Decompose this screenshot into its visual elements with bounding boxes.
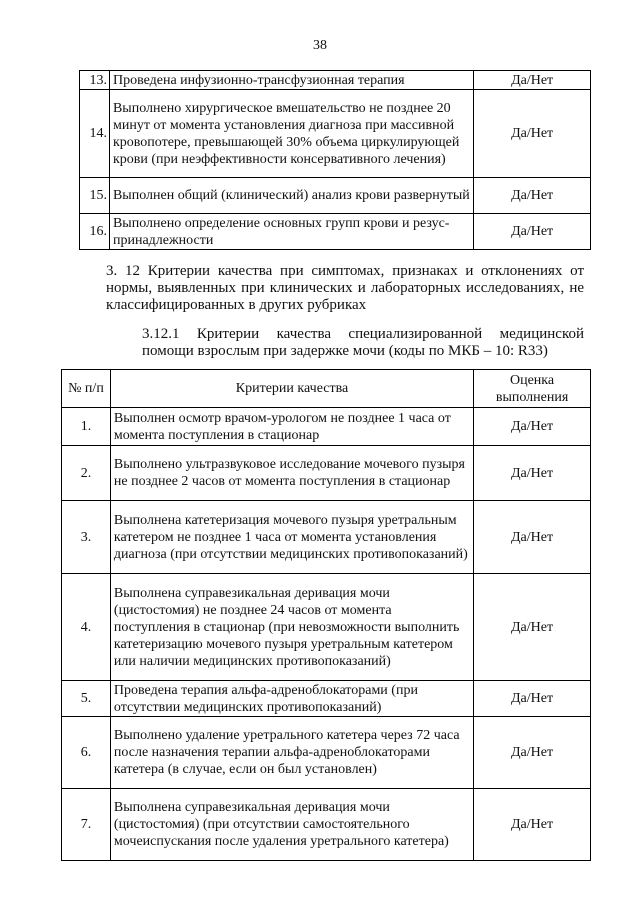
row-number: 2.	[62, 446, 111, 501]
criterion-text: Проведена терапия альфа-адреноблокаторами (при отсутствии медицинских противопоказаний)	[110, 681, 473, 717]
header-criteria: Критерии качества	[110, 370, 473, 408]
criterion-text: Выполнено хирургическое вмешательство не позднее 20 минут от момента установления диагноза при массивной кровопотере, превышающей 30% объема циркулирующей крови (при неэффективности консервативного лечения)	[109, 90, 473, 178]
criterion-text: Выполнен общий (клинический) анализ крови развернутый	[109, 178, 473, 214]
section-title: Критерии качества при симптомах, признаках и отклонениях от нормы, выявленных при клинических и лабораторных исследованиях, не классифицированных в других рубриках	[106, 263, 585, 313]
row-number: 13.	[80, 71, 110, 90]
criterion-text: Выполнено определение основных групп крови и резус-принадлежности	[109, 214, 473, 250]
result-value: Да/Нет	[474, 574, 591, 681]
table-row	[62, 681, 591, 717]
header-result: Оценка выполнения	[474, 370, 591, 408]
criteria-table-continued	[79, 70, 591, 250]
table-row	[62, 789, 591, 861]
result-value: Да/Нет	[474, 717, 591, 789]
row-number: 5.	[62, 681, 111, 717]
criterion-text: Выполнена суправезикальная деривация мочи (цистостомия) не позднее 24 часов от момента поступления в стационар (при невозможности выполнить катетеризацию мочевого пузыря уретральным катетером или наличии медицинских противопоказаний)	[110, 574, 473, 681]
section-number: 3. 12	[106, 263, 141, 279]
subsection-number: 3.12.1	[142, 326, 180, 342]
row-number: 1.	[62, 408, 111, 446]
criterion-text: Выполнена суправезикальная деривация мочи (цистостомия) (при отсутствии самостоятельного мочеиспускания после удаления уретрального катетера)	[110, 789, 473, 861]
table-row	[62, 717, 591, 789]
table-header-row	[62, 370, 591, 408]
row-number: 6.	[62, 717, 111, 789]
table-row	[80, 90, 591, 178]
table-row	[62, 446, 591, 501]
result-value: Да/Нет	[474, 681, 591, 717]
result-value: Да/Нет	[474, 446, 591, 501]
criterion-text: Выполнен осмотр врачом-урологом не позднее 1 часа от момента поступления в стационар	[110, 408, 473, 446]
table-row	[62, 501, 591, 574]
criterion-text: Проведена инфузионно-трансфузионная терапия	[109, 71, 473, 90]
header-number: № п/п	[62, 370, 111, 408]
row-number: 16.	[80, 214, 110, 250]
result-value: Да/Нет	[474, 214, 591, 250]
result-value: Да/Нет	[474, 71, 591, 90]
row-number: 15.	[80, 178, 110, 214]
result-value: Да/Нет	[474, 178, 591, 214]
row-number: 7.	[62, 789, 111, 861]
criteria-table	[61, 369, 591, 861]
table-row	[80, 214, 591, 250]
criterion-text: Выполнено ультразвуковое исследование мочевого пузыря не позднее 2 часов от момента поступления в стационар	[110, 446, 473, 501]
subsection-heading	[142, 326, 584, 360]
row-number: 14.	[80, 90, 110, 178]
section-heading	[106, 263, 584, 314]
subsection-title: Критерии качества специализированной медицинской помощи взрослым при задержке мочи (коды по МКБ – 10: R33)	[142, 326, 584, 359]
result-value: Да/Нет	[474, 90, 591, 178]
page-number: 38	[313, 38, 327, 53]
table-row	[80, 71, 591, 90]
table-row	[62, 408, 591, 446]
row-number: 4.	[62, 574, 111, 681]
table-row	[80, 178, 591, 214]
result-value: Да/Нет	[474, 789, 591, 861]
table-row	[62, 574, 591, 681]
criterion-text: Выполнено удаление уретрального катетера через 72 часа после назначения терапии альфа-адреноблокаторами катетера (в случае, если он был установлен)	[110, 717, 473, 789]
row-number: 3.	[62, 501, 111, 574]
result-value: Да/Нет	[474, 501, 591, 574]
criterion-text: Выполнена катетеризация мочевого пузыря уретральным катетером не позднее 1 часа от момента установления диагноза (при отсутствии медицинских противопоказаний)	[110, 501, 473, 574]
result-value: Да/Нет	[474, 408, 591, 446]
